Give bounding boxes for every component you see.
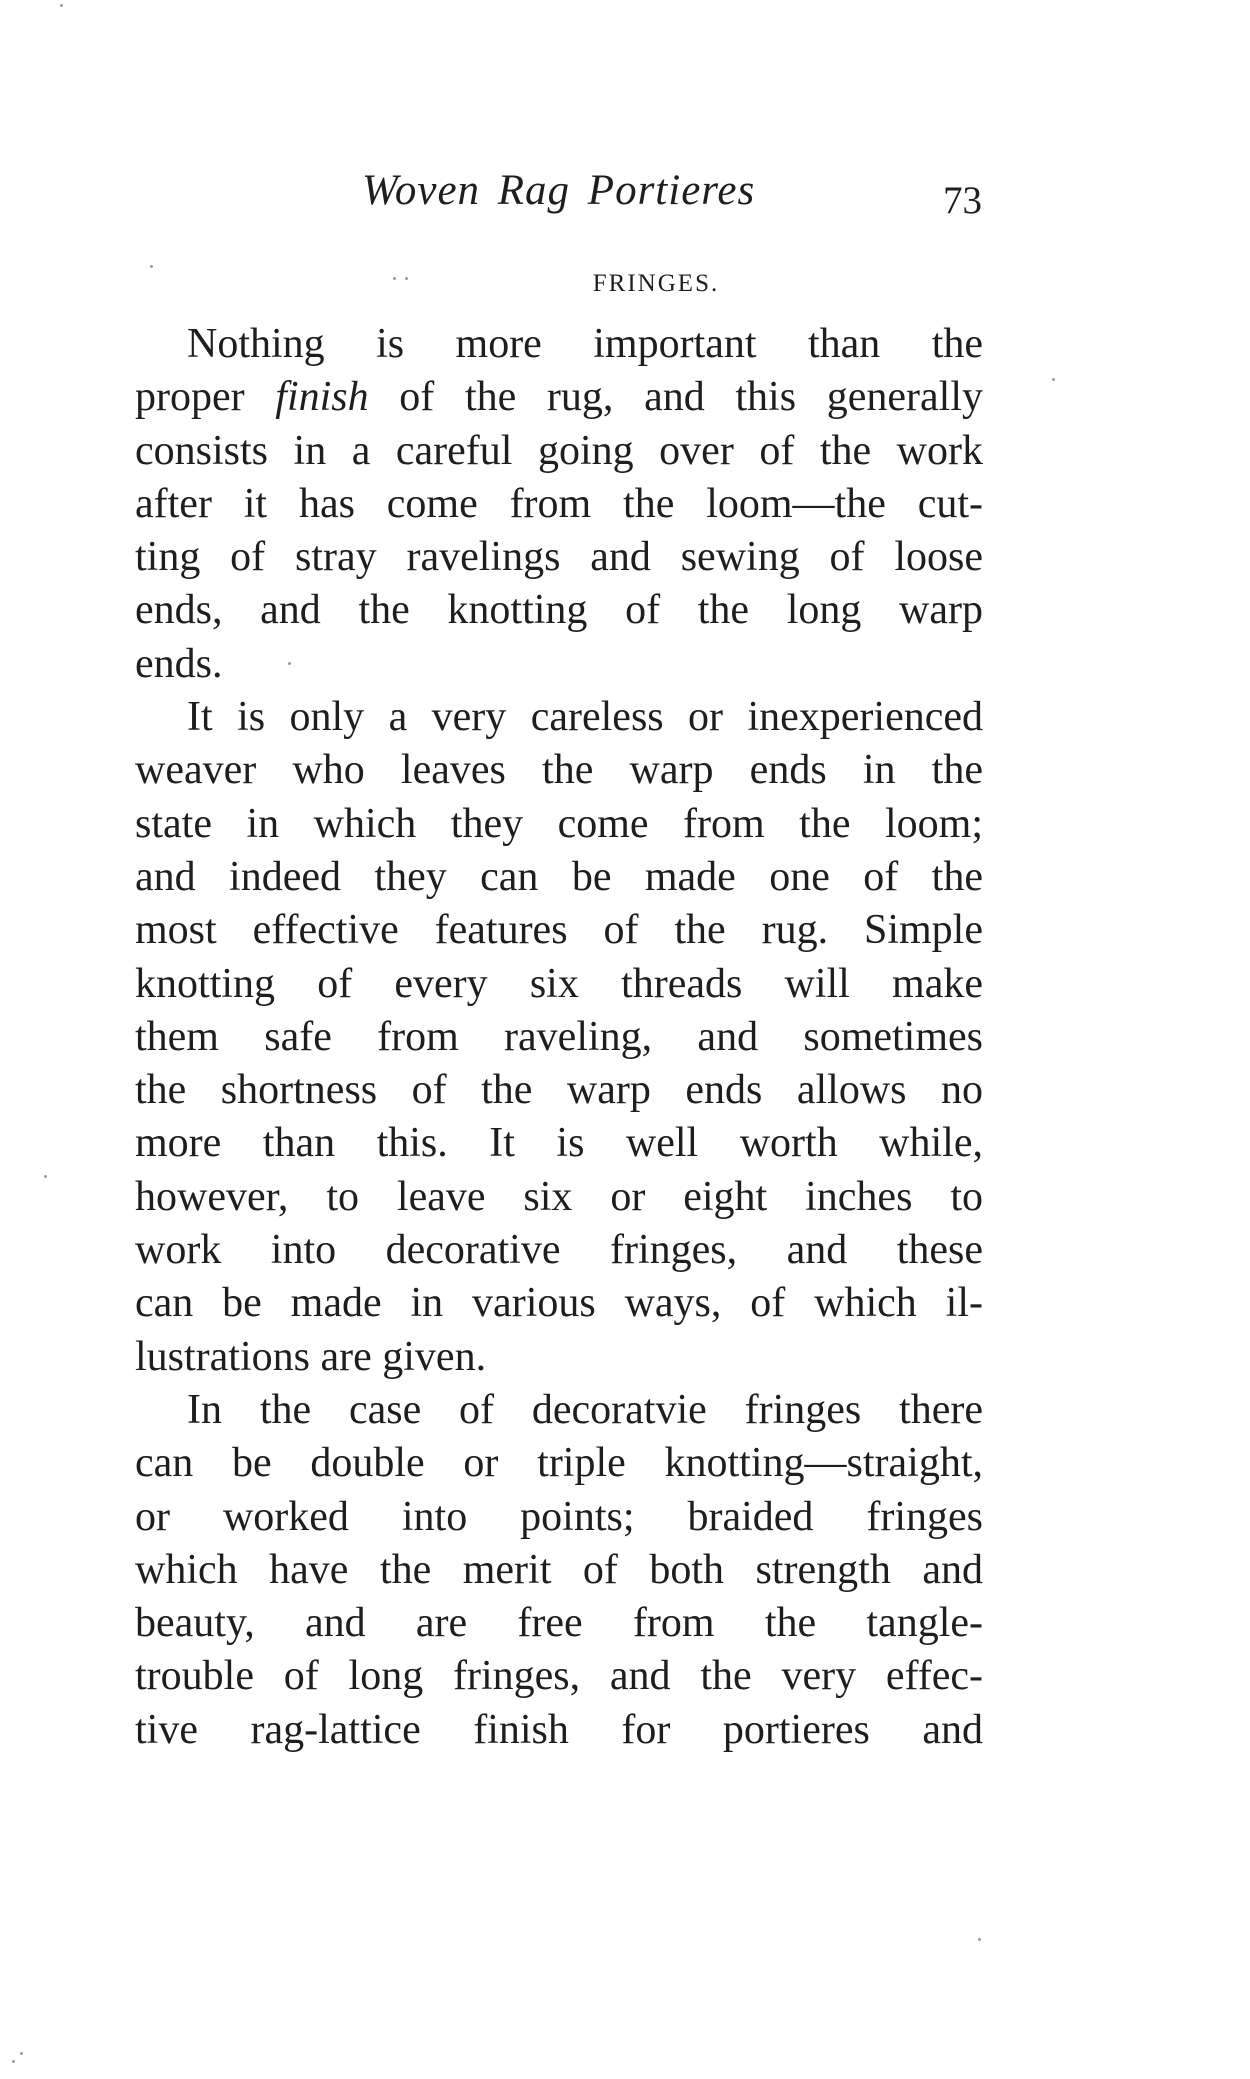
scan-speck [405, 277, 408, 280]
text-fragment: of the rug, and this generally [368, 374, 983, 421]
text-line: can be double or triple knotting—straight, [135, 1440, 983, 1487]
text-line: the shortness of the warp ends allows no [135, 1067, 983, 1114]
scan-speck [288, 662, 291, 665]
text-line: however, to leave six or eight inches to [135, 1173, 983, 1220]
text-line: or worked into points; braided fringes [135, 1493, 983, 1540]
scan-speck [393, 277, 396, 280]
text-line: weaver who leaves the warp ends in the [135, 747, 983, 794]
text-line: Nothing is more important than the [187, 321, 983, 367]
body-text [135, 318, 983, 1757]
text-line: can be made in various ways, of which il- [135, 1280, 983, 1327]
text-line: ting of stray ravelings and sewing of loose [135, 534, 983, 581]
text-line: most effective features of the rug. Simple [135, 907, 983, 954]
text-line: state in which they come from the loom; [135, 800, 983, 847]
text-line: knotting of every six threads will make [135, 960, 983, 1007]
text-line: beauty, and are free from the tangle- [135, 1600, 983, 1647]
text-line: trouble of long fringes, and the very effec- [135, 1653, 983, 1700]
running-head [0, 166, 1250, 226]
text-fragment: proper [135, 374, 276, 421]
text-line: lustrations are given. [135, 1333, 487, 1380]
scan-speck [150, 265, 153, 268]
scan-speck [1052, 378, 1055, 381]
text-line: consists in a careful going over of the work [135, 427, 983, 474]
text-line: In the case of decoratvie fringes there [187, 1386, 983, 1433]
page-number: 73 [943, 179, 982, 222]
emphasis: finish [275, 374, 369, 421]
text-line: more than this. It is well worth while, [135, 1120, 983, 1167]
scan-speck [44, 1175, 47, 1178]
scan-speck [12, 2060, 15, 2063]
text-line: ends. [135, 640, 223, 687]
scan-speck [20, 2052, 23, 2055]
section-heading: FRINGES. [592, 270, 720, 297]
scan-speck [60, 4, 63, 7]
text-line: It is only a very careless or inexperienced [187, 694, 983, 741]
running-title: Woven Rag Portieres [362, 167, 756, 214]
scan-speck [978, 1938, 981, 1941]
text-line: and indeed they can be made one of the [135, 853, 983, 900]
text-line [135, 371, 983, 424]
text-line: work into decorative fringes, and these [135, 1227, 983, 1274]
text-line: after it has come from the loom—the cut- [135, 480, 983, 527]
text-line: ends, and the knotting of the long warp [135, 587, 983, 634]
text-line: them safe from raveling, and sometimes [135, 1013, 983, 1060]
text-line: which have the merit of both strength and [135, 1546, 983, 1593]
text-line: tive rag-lattice finish for portieres and [135, 1706, 983, 1753]
